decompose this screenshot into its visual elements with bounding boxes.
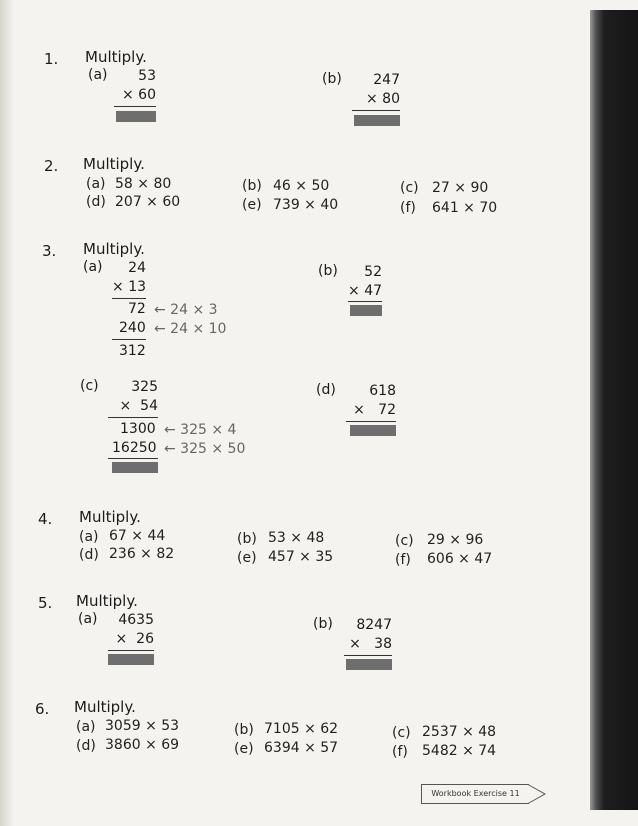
q6-heading: Multiply. xyxy=(74,698,136,716)
q3b-answer-bar xyxy=(350,305,382,316)
q5a-stack xyxy=(108,611,154,649)
book-binding-edge xyxy=(590,10,638,810)
q5a-op: × xyxy=(115,631,128,647)
q5b-bottom: 38 xyxy=(374,636,392,652)
q3c-note-1: ← 325 × 4 xyxy=(164,422,237,438)
workbook-exercise-tag: Workbook Exercise 11 xyxy=(421,784,529,804)
q3a-line-1 xyxy=(112,298,146,299)
q1b-label: (b) xyxy=(322,71,342,87)
q5-number: 5. xyxy=(38,594,53,612)
q3a-sum: 312 xyxy=(119,343,146,359)
q3b-op: × xyxy=(348,283,360,299)
q2c-expr: 27 × 90 xyxy=(432,180,489,196)
q4-number: 4. xyxy=(38,510,53,528)
q4f-expr: 606 × 47 xyxy=(427,551,493,567)
q5b-answer-bar xyxy=(346,659,392,670)
q3c-line xyxy=(108,417,158,418)
q4b-label: (b) xyxy=(237,531,257,547)
q3c-bottom: 54 xyxy=(140,398,158,414)
q4c-expr: 29 × 96 xyxy=(427,532,484,548)
q5b-line xyxy=(344,655,392,656)
q4f-label: (f) xyxy=(395,552,411,568)
q2f-label: (f) xyxy=(400,200,416,216)
q6e-expr: 6394 × 57 xyxy=(264,740,339,756)
q5a-label: (a) xyxy=(78,611,98,627)
q1a-label: (a) xyxy=(88,67,108,83)
q1-heading: Multiply. xyxy=(85,48,147,66)
q3a-line-2 xyxy=(112,339,146,340)
q2c-label: (c) xyxy=(400,180,419,196)
q6c-expr: 2537 × 48 xyxy=(422,724,497,740)
q6f-label: (f) xyxy=(392,744,408,760)
q3b-bottom: 47 xyxy=(364,283,383,299)
page-left-shadow xyxy=(0,0,14,826)
q6d-expr: 3860 × 69 xyxy=(105,737,180,753)
q1a-op: × xyxy=(121,87,134,103)
q3a-bottom: 13 xyxy=(128,279,147,295)
q3d-top: 618 xyxy=(369,383,396,399)
q3d-label: (d) xyxy=(316,382,336,398)
q3a-note-2: ← 24 × 10 xyxy=(154,321,227,337)
q1-number: 1. xyxy=(44,50,59,68)
q3a-note-1: ← 24 × 3 xyxy=(154,302,218,318)
q1b-stack xyxy=(352,71,400,109)
q2b-label: (b) xyxy=(242,178,262,194)
q4e-label: (e) xyxy=(237,550,257,566)
q1a-top: 53 xyxy=(138,68,156,84)
q5a-top: 4635 xyxy=(118,612,154,628)
q1a-stack xyxy=(114,67,156,105)
q6c-label: (c) xyxy=(392,725,411,741)
q5b-op: × xyxy=(349,636,361,652)
q2a-label: (a) xyxy=(86,176,106,192)
q5b-label: (b) xyxy=(313,616,333,632)
q1b-line xyxy=(352,110,400,111)
q6b-expr: 7105 × 62 xyxy=(264,721,339,737)
q6e-label: (e) xyxy=(234,741,254,757)
q3c-line-2 xyxy=(108,458,158,459)
q3d-stack xyxy=(346,382,396,420)
q3d-line xyxy=(346,421,396,422)
q6-number: 6. xyxy=(35,700,50,718)
q3d-bottom: 72 xyxy=(378,402,396,418)
q3b-label: (b) xyxy=(318,263,338,279)
q3c-partial-1: 1300 xyxy=(120,421,156,437)
q3c-partial-2: 16250 xyxy=(112,440,157,456)
q3-heading: Multiply. xyxy=(83,240,145,258)
q5b-top: 8247 xyxy=(356,617,392,633)
q4e-expr: 457 × 35 xyxy=(268,549,334,565)
q1b-bottom: 80 xyxy=(382,91,400,107)
q5a-line xyxy=(108,650,154,651)
q1a-bottom: 60 xyxy=(138,87,156,103)
q1a-answer-bar xyxy=(116,111,156,122)
q3a-partial-2: 240 xyxy=(119,320,146,336)
q6f-expr: 5482 × 74 xyxy=(422,743,497,759)
q3c-top: 325 xyxy=(131,379,158,395)
q5-heading: Multiply. xyxy=(76,592,138,610)
q2e-expr: 739 × 40 xyxy=(273,197,339,213)
q3-number: 3. xyxy=(42,242,57,260)
q4b-expr: 53 × 48 xyxy=(268,530,325,546)
q2e-label: (e) xyxy=(242,197,262,213)
q3a-top: 24 xyxy=(128,260,146,276)
q3d-op: × xyxy=(353,402,365,418)
q3c-stack xyxy=(108,378,158,416)
q2d-expr: 207 × 60 xyxy=(115,194,181,210)
q4d-label: (d) xyxy=(79,547,99,563)
q6b-label: (b) xyxy=(234,722,254,738)
q3a-label: (a) xyxy=(83,259,103,275)
q3b-stack xyxy=(348,263,382,301)
q5a-bottom: 26 xyxy=(136,631,154,647)
q3c-op: × xyxy=(119,398,132,414)
q4a-label: (a) xyxy=(79,529,99,545)
q3a-partial-1: 72 xyxy=(128,301,146,317)
q6d-label: (d) xyxy=(76,738,96,754)
q5a-answer-bar xyxy=(108,654,154,665)
q4d-expr: 236 × 82 xyxy=(109,546,175,562)
q6a-label: (a) xyxy=(76,719,96,735)
q3d-answer-bar xyxy=(350,425,396,436)
q3b-top: 52 xyxy=(364,264,382,280)
q3a-stack xyxy=(112,259,146,297)
q4-heading: Multiply. xyxy=(79,508,141,526)
q2b-expr: 46 × 50 xyxy=(273,178,330,194)
workbook-tag-arrow-inner xyxy=(528,785,544,803)
q1b-top: 247 xyxy=(373,72,400,88)
q3a-op: × xyxy=(112,279,124,295)
q1b-op: × xyxy=(365,91,378,107)
q3c-label: (c) xyxy=(80,378,99,394)
q2f-expr: 641 × 70 xyxy=(432,200,498,216)
q1b-answer-bar xyxy=(354,115,400,126)
q1a-line xyxy=(114,106,156,107)
q2a-expr: 58 × 80 xyxy=(115,176,172,192)
q5b-stack xyxy=(344,616,392,654)
q2-heading: Multiply. xyxy=(83,155,145,173)
q4c-label: (c) xyxy=(395,533,414,549)
q2-number: 2. xyxy=(44,157,59,175)
q3b-line xyxy=(348,301,382,302)
q2d-label: (d) xyxy=(86,194,106,210)
q6a-expr: 3059 × 53 xyxy=(105,718,180,734)
q3c-note-2: ← 325 × 50 xyxy=(164,441,246,457)
q4a-expr: 67 × 44 xyxy=(109,528,166,544)
q3c-answer-bar xyxy=(112,462,158,473)
